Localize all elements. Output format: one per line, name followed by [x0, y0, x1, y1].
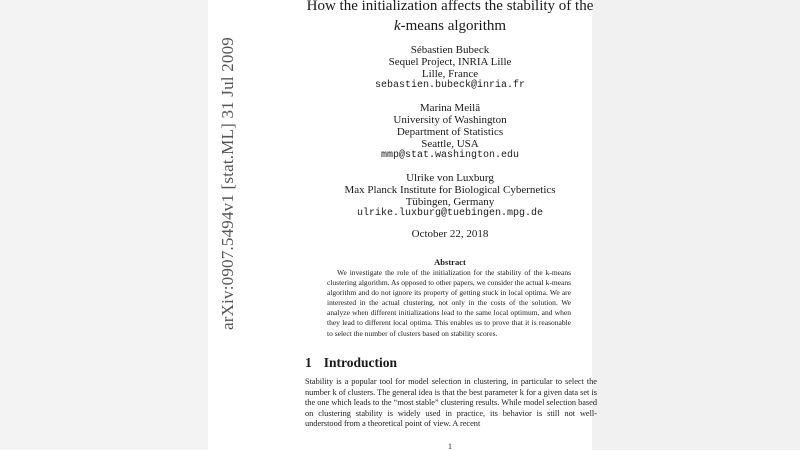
page-number: 1	[448, 442, 452, 451]
author-name: Ulrike von Luxburg	[406, 172, 494, 184]
author-affiliation: University of Washington	[393, 114, 507, 126]
author-email: mmp@stat.washington.edu	[380, 150, 520, 161]
paper-date: October 22, 2018	[411, 228, 489, 240]
left-background	[0, 0, 208, 450]
abstract-heading: Abstract	[434, 257, 466, 267]
author-department: Department of Statistics	[396, 126, 504, 138]
title-line-2-rest: -means algorithm	[400, 18, 507, 34]
author-name: Sébastien Bubeck	[410, 44, 490, 56]
intro-paragraph: Stability is a popular tool for model selection in clustering, in particular to select the number k of clusters. The general idea is that the best parameter k for a given data set is the one which leads to the “most stable” clustering results. While model selection based on clustering stability is widely used in practice, its behavior is still not well-understood from a theoretical point of view. A recent	[305, 377, 597, 429]
title-line-1: How the initialization affects the stability of the	[306, 0, 594, 14]
title-k: k	[393, 18, 401, 34]
author-location: Tübingen, Germany	[405, 196, 495, 208]
author-email: sebastien.bubeck@inria.fr	[374, 80, 526, 91]
author-name: Marina Meilă	[419, 102, 481, 114]
section-heading	[305, 355, 397, 371]
right-background	[592, 0, 800, 450]
author-location: Lille, France	[421, 68, 479, 80]
section-number: 1	[305, 355, 312, 370]
author-3-block	[300, 172, 600, 220]
title-line-2	[300, 16, 600, 36]
arxiv-identifier: arXiv:0907.5494v1 [stat.ML] 31 Jul 2009	[218, 37, 237, 330]
author-2-block	[300, 102, 600, 162]
author-1-block	[300, 44, 600, 92]
abstract-text: We investigate the role of the initialization for the stability of the k-means clustering algorithm. As opposed to other papers, we consider the actual k-means algorithm and do not ignore its property of getting stuck in local optima. We are interested in the actual clustering, not only in the costs of the solution. We analyze when different initializations lead to the same local optimum, and when they lead to different local optima. This enables us to prove that it is reasonable to select the number of clusters based on stability scores.	[327, 268, 571, 338]
author-location: Seattle, USA	[421, 138, 479, 150]
paper-title	[300, 0, 600, 36]
author-affiliation: Max Planck Institute for Biological Cybernetics	[344, 184, 556, 196]
author-affiliation: Sequel Project, INRIA Lille	[388, 56, 512, 68]
section-title: Introduction	[323, 355, 398, 370]
author-email: ulrike.luxburg@tuebingen.mpg.de	[356, 208, 544, 219]
